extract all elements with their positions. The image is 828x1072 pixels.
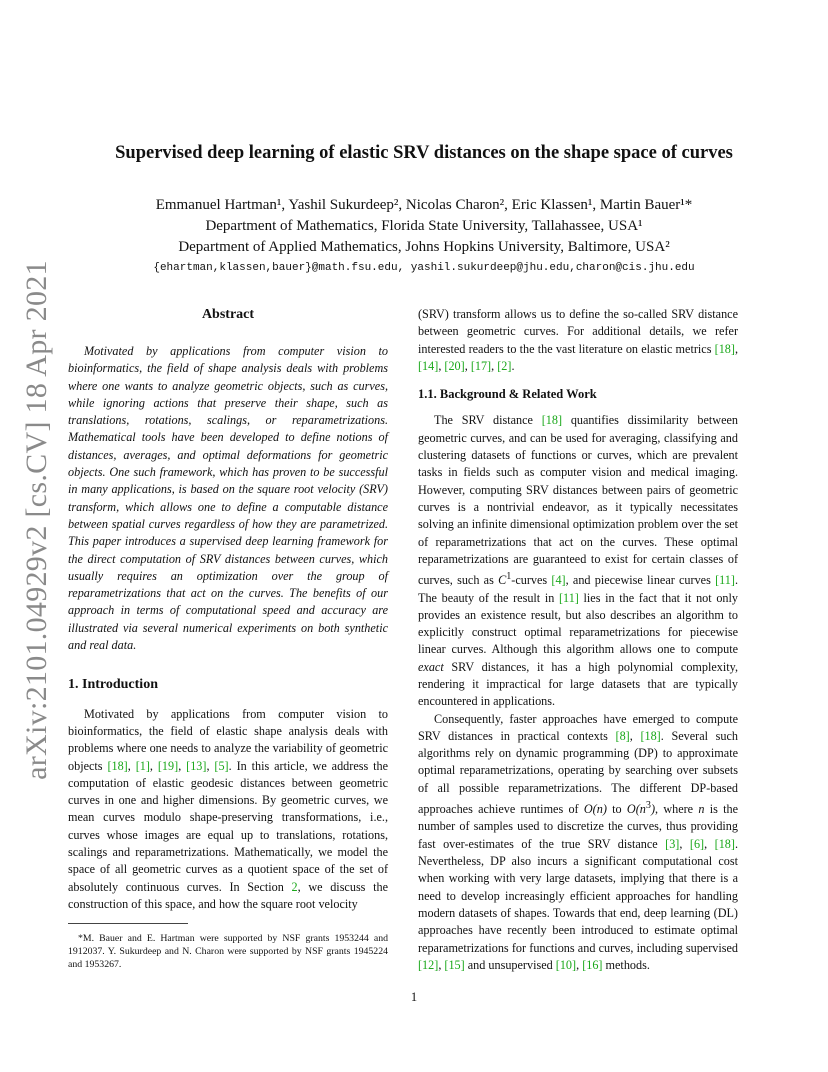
citation-link[interactable]: [14]	[418, 358, 439, 373]
citation-link[interactable]: [18]	[541, 413, 563, 428]
citation-link[interactable]: [4]	[551, 573, 566, 588]
affiliation-jhu: Department of Applied Mathematics, Johns Hopkins University, Baltimore, USA²	[178, 239, 670, 255]
abstract-body: Motivated by applications from computer vision to bioinformatics, the field of shape analysis deals with problems where one wants to analyze geometric objects, such as curves, while ignoring actions that preserve their shape, such as translations, rotations, scalings, or reparametrizations. Mathematical tools have been developed to define notions of distances, averages, and optimal deformations for geometric objects. One such framework, which has proven to be successful in many applications, is based on the square root velocity (SRV) transform, which allows one to define a computable distance between spatial curves regardless of how they are parametrized. This paper introduces a supervised deep learning framework for the direct computation of SRV distances between curves, which usually requires an optimization over the group of reparametrizations that act on the curves. The benefits of our approach in terms of computational speed and accuracy are illustrated via several numerical experiments on both synthetic and real data.	[68, 344, 388, 653]
affiliation-fsu: Department of Mathematics, Florida State University, Tallahassee, USA¹	[205, 218, 643, 234]
citation-link[interactable]: [13]	[186, 758, 207, 773]
citation-link[interactable]: [19]	[157, 758, 179, 773]
introduction-paragraph: Motivated by applications from computer vision to bioinformatics, the field of elastic shape analysis deals with problems where one needs to analyze the variability of geometric objects [18], [1], [19], [13], [5]. In this article, we address the computation of elastic geodesic distances between geometric curves in one and higher dimensions. By geometric curves, we mean curves modulo shape-preserving transformations, i.e., curves whose images are equal up to translations, rotations, scalings and reparametrizations. Mathematically, we model the space of all geometric curves as a quotient space of the set of absolutely continuous curves. In Section 2, we discuss the construction of this space, and how the square root velocity	[68, 706, 389, 911]
citation-link[interactable]: [18]	[714, 836, 735, 851]
footnote-divider	[68, 923, 188, 924]
background-paragraph-1: The SRV distance [18] quantifies dissimilarity between geometric curves, and can be used for averaging, classifying and clustering datasets of functions or curves, which are prevalent tasks in fields such as computer vision and medical imaging. However, computing SRV distances between pairs of geometric curves is a nontrivial endeavor, as it typically necessitates solving an infinite dimensional optimization problem over the set of reparametrizations that act on the curves. These optimal reparametrizations are guaranteed to exist for certain classes of curves, such as $C^1$-curves [4], and piecewise linear curves [11]. The beauty of the result in [11] lies in the fact that it not only provides an existence result, but also describes an algorithm to explicitly construct optimal reparametrizations for piecewise linear curves. Although this algorithm allows one to compute exact SRV distances, it has a high polynomial complexity, rendering it impractical for large datasets that are typically encountered in applications.	[418, 413, 738, 709]
citation-link[interactable]: [16]	[582, 957, 603, 972]
introduction-heading: 1. Introduction	[68, 677, 158, 693]
page-number: 1	[410, 990, 418, 1004]
citation-link[interactable]: [2]	[497, 358, 512, 373]
funding-footnote: *M. Bauer and E. Hartman were supported by NSF grants 1953244 and 1912037. Y. Sukurdeep and N. Charon were supported by NSF grants 1945224 and 1953267.	[68, 933, 388, 971]
author-emails: {ehartman,klassen,bauer}@math.fsu.edu, yashil.sukurdeep@jhu.edu,charon@cis.jhu.edu	[153, 262, 695, 274]
citation-link[interactable]: [20]	[444, 358, 465, 373]
citation-link[interactable]: [6]	[689, 836, 705, 851]
paper-title: Supervised deep learning of elastic SRV distances on the shape space of curves	[115, 143, 733, 163]
citation-link[interactable]: [8]	[615, 728, 630, 743]
srv-paragraph: (SRV) transform allows us to define the so-called SRV distance between geometric curves. For additional details, we refer interested readers to the the vast literature on elastic metrics [18], [14], [20], [17], [2].	[418, 307, 738, 373]
background-paragraph-2: Consequently, faster approaches have emerged to compute SRV distances in practical contexts [8], [18]. Several such algorithms rely on dynamic programming (DP) to approximate optimal reparametrizations, operating by searching over subsets of all possible reparametrizations. The different DP-based approaches achieve runtimes of O(n) to $O(n^3)$, where n is the number of samples used to discretize the curves, thus providing fast over-estimates of the true SRV distance [3], [6], [18]. Nevertheless, DP also incurs a significant computational cost when working with very large datasets, implying that there is a need to develop increasingly efficient approaches for handling modern datasets of shapes. Towards that end, deep learning (DL) approaches have recently been introduced to estimate optimal reparametrizations for functions and curves, including supervised [12], [15] and unsupervised [10], [16] methods.	[418, 711, 739, 972]
citation-link[interactable]: [3]	[665, 836, 680, 851]
left-column	[68, 306, 388, 971]
citation-link[interactable]: [18]	[107, 758, 128, 773]
citation-link[interactable]: [18]	[714, 341, 735, 356]
citation-link[interactable]: [15]	[444, 957, 465, 972]
citation-link[interactable]: [5]	[214, 758, 229, 773]
citation-link[interactable]: [11]	[715, 573, 735, 588]
section-link[interactable]: 2	[291, 879, 298, 894]
background-heading: 1.1. Background & Related Work	[418, 387, 597, 402]
author-list: Emmanuel Hartman¹, Yashil Sukurdeep², Nicolas Charon², Eric Klassen¹, Martin Bauer¹*	[155, 197, 693, 213]
abstract-heading: Abstract	[201, 307, 255, 322]
right-column	[418, 306, 738, 974]
citation-link[interactable]: [1]	[135, 758, 150, 773]
citation-link[interactable]: [17]	[470, 358, 492, 373]
citation-link[interactable]: [18]	[640, 728, 661, 743]
citation-link[interactable]: [12]	[418, 957, 439, 972]
citation-link[interactable]: [11]	[559, 590, 579, 605]
arxiv-identifier-stamp: arXiv:2101.04929v2 [cs.CV] 18 Apr 2021	[20, 260, 53, 780]
author-block	[40, 195, 808, 278]
citation-link[interactable]: [10]	[555, 957, 577, 972]
